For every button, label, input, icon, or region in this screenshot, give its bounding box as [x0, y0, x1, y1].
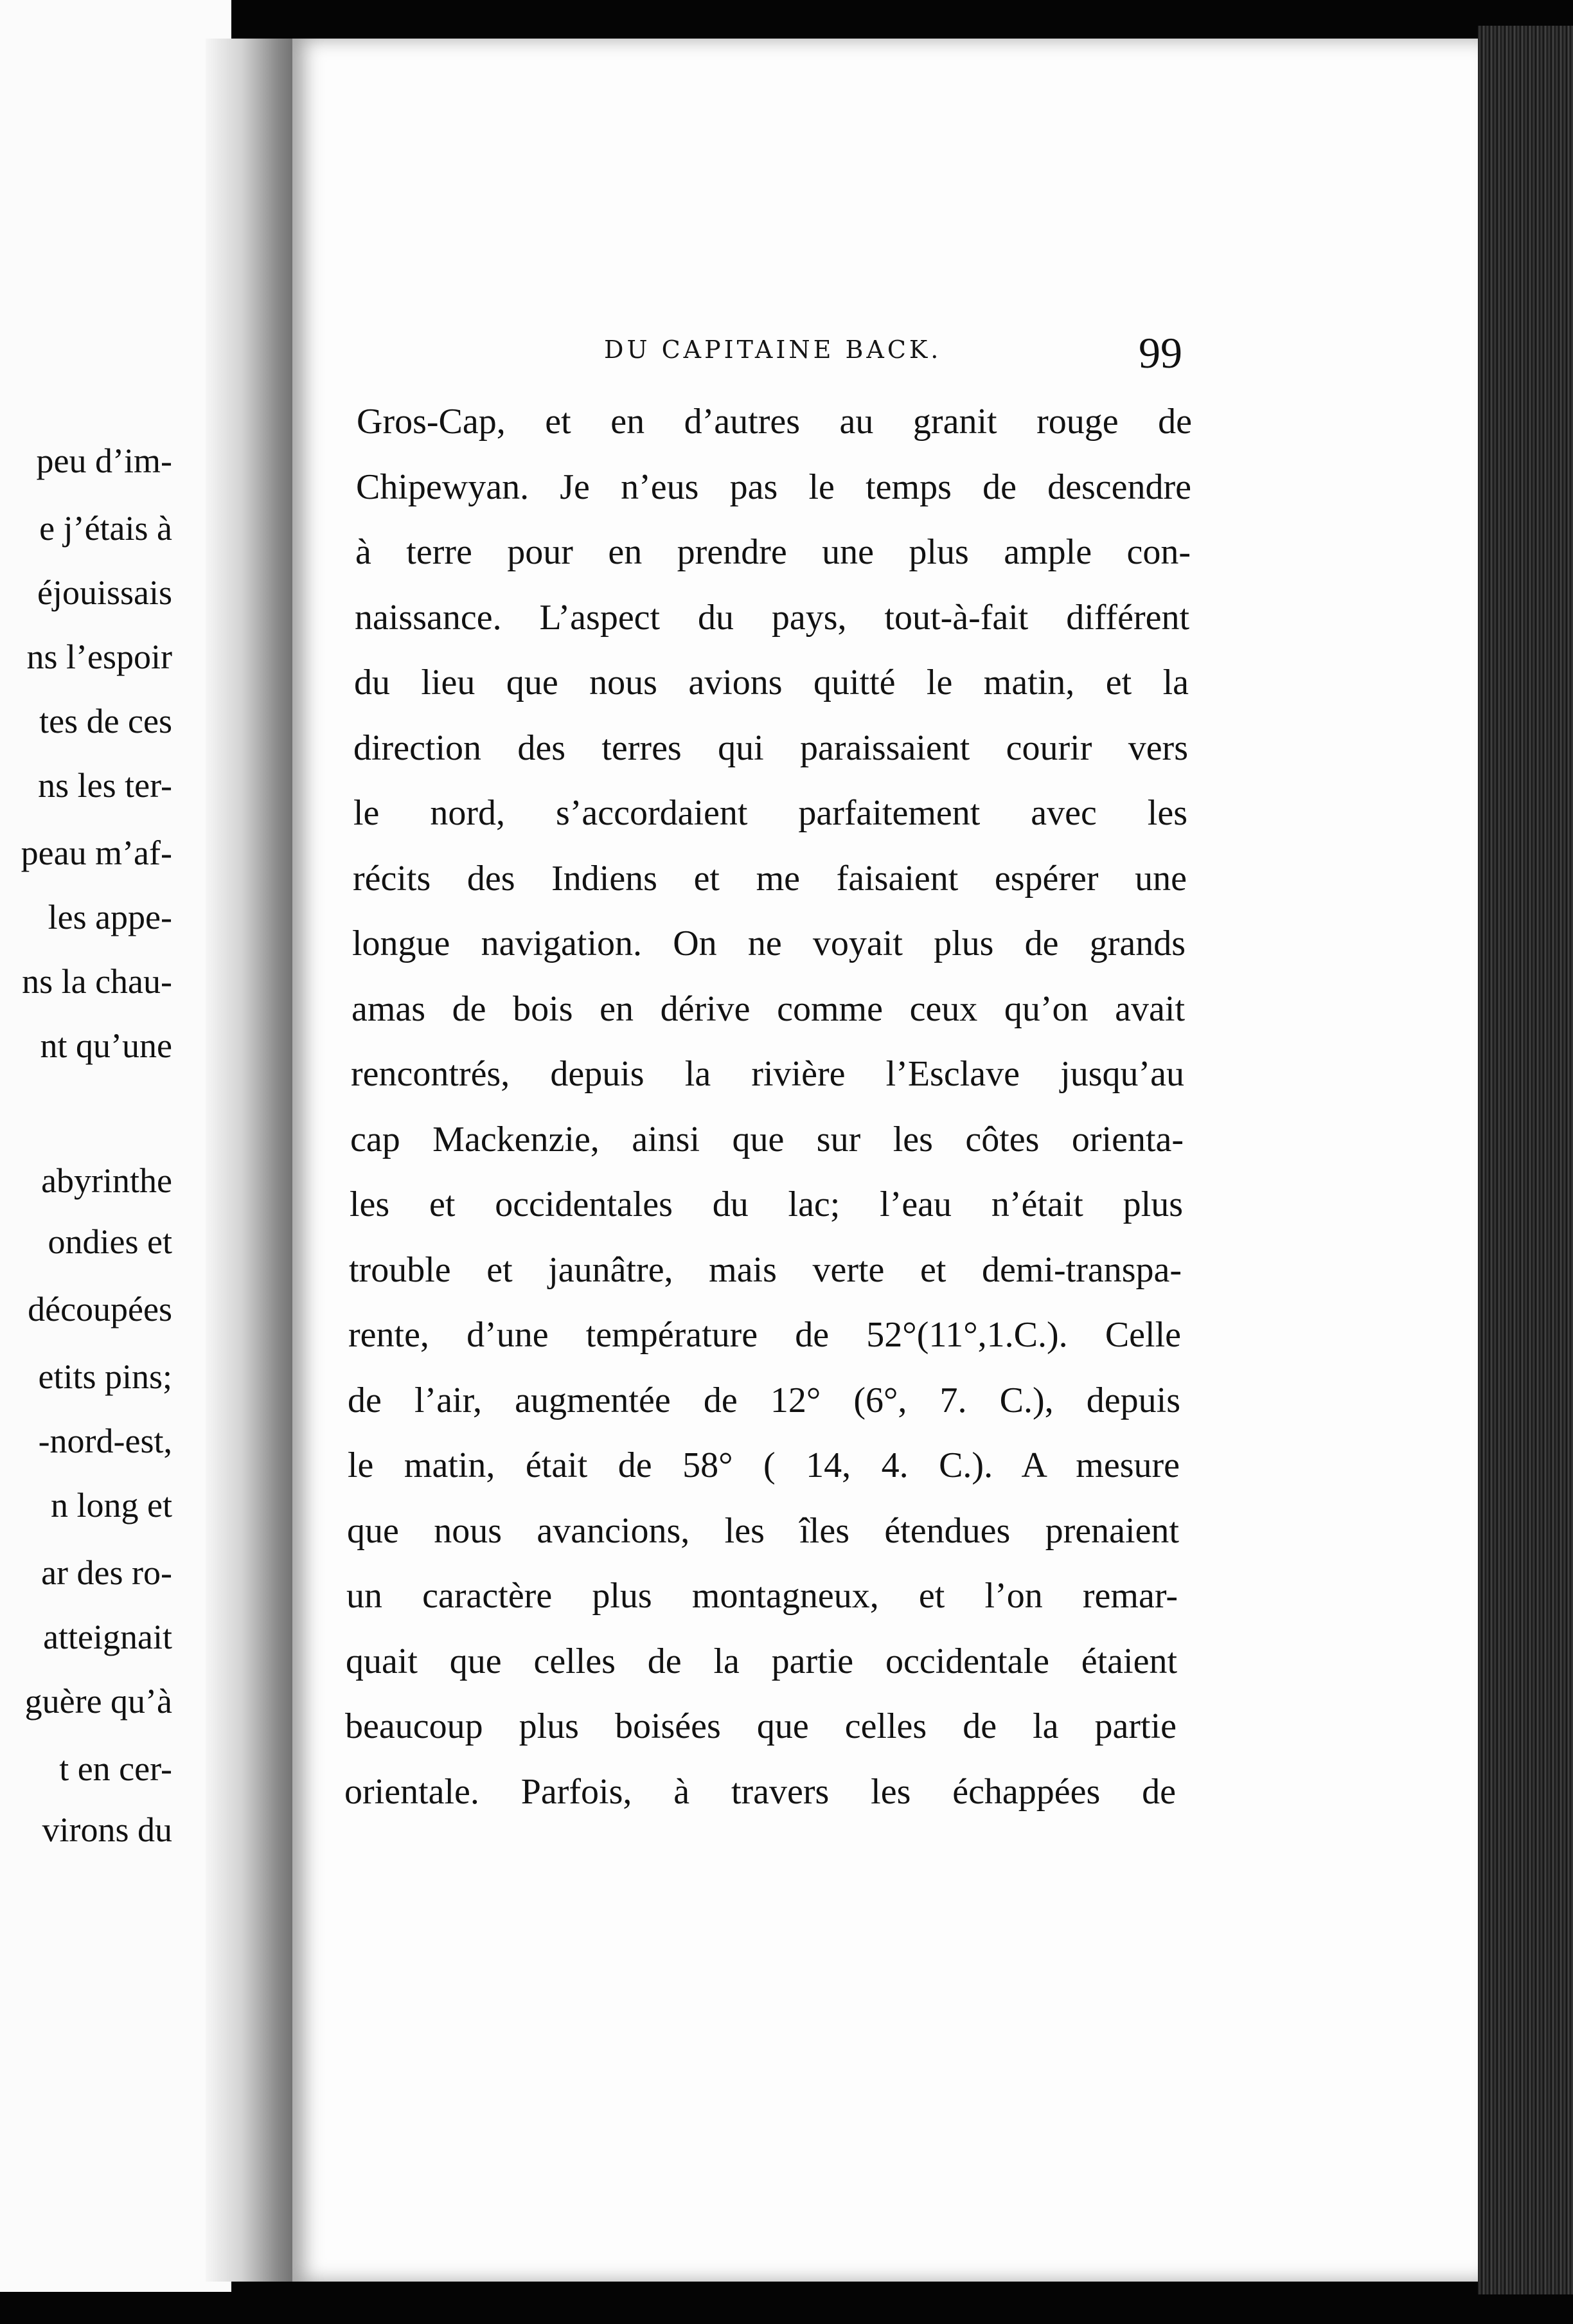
body-line: longue navigation. On ne voyait plus de grands — [352, 924, 1186, 963]
left-page-line: etits pins; — [38, 1357, 172, 1396]
body-line: direction des terres qui paraissaient courir vers — [353, 728, 1188, 768]
left-page-line: -nord-est, — [38, 1422, 172, 1460]
body-line: rencontrés, depuis la rivière l’Esclave jusqu’au — [351, 1054, 1184, 1094]
page-edges — [1478, 26, 1573, 2294]
page-number: 99 — [1139, 328, 1182, 377]
body-line: un caractère plus montagneux, et l’on remar- — [346, 1576, 1178, 1616]
left-page-line: t en cer- — [59, 1749, 172, 1788]
left-page-line: ns la chau- — [22, 962, 172, 1001]
body-line: Gros-Cap, et en d’autres au granit rouge de — [357, 402, 1192, 442]
body-line: les et occidentales du lac; l’eau n’était plus — [350, 1184, 1183, 1224]
left-page — [0, 0, 231, 2292]
left-page-line: découpées — [28, 1290, 172, 1328]
body-line: le matin, était de 58° ( 14, 4. C.). A mesure — [348, 1445, 1180, 1485]
left-page-line: peu d’im- — [36, 442, 172, 480]
left-page-line: nt qu’une — [40, 1026, 172, 1065]
body-line: le nord, s’accordaient parfaitement avec les — [353, 793, 1187, 833]
left-page-line: ar des ro- — [41, 1553, 172, 1592]
running-head: DU CAPITAINE BACK. — [604, 335, 942, 364]
body-line: de l’air, augmentée de 12° (6°, 7. C.), depuis — [348, 1381, 1180, 1420]
body-line: quait que celles de la partie occidentale étaient — [346, 1641, 1177, 1681]
left-page-line: tes de ces — [39, 702, 172, 740]
left-page-line: virons du — [42, 1810, 172, 1849]
left-page-line: n long et — [51, 1486, 172, 1524]
body-line: orientale. Parfois, à travers les échappées de — [344, 1772, 1176, 1812]
body-line: Chipewyan. Je n’eus pas le temps de descendre — [356, 467, 1191, 507]
right-page — [292, 39, 1481, 2282]
body-line: rente, d’une température de 52°(11°,1.C.). Celle — [348, 1315, 1181, 1355]
left-page-line: ns l’espoir — [26, 638, 172, 676]
left-page-line: éjouissais — [37, 573, 172, 612]
left-page-line: ondies et — [48, 1222, 172, 1261]
body-line: cap Mackenzie, ainsi que sur les côtes orienta- — [350, 1120, 1184, 1159]
body-line: à terre pour en prendre une plus ample con- — [355, 532, 1191, 572]
body-line: beaucoup plus boisées que celles de la partie — [345, 1706, 1177, 1746]
left-page-line: atteignait — [43, 1618, 172, 1656]
left-page-line: e j’étais à — [39, 509, 172, 548]
body-line: du lieu que nous avions quitté le matin, et la — [354, 663, 1189, 702]
body-line: que nous avancions, les îles étendues prenaient — [347, 1511, 1179, 1551]
body-line: naissance. L’aspect du pays, tout-à-fait différent — [355, 598, 1189, 638]
left-page-line: abyrinthe — [41, 1161, 172, 1200]
left-page-line: ns les ter- — [38, 766, 172, 805]
body-line: amas de bois en dérive comme ceux qu’on avait — [351, 989, 1185, 1029]
left-page-line: peau m’af- — [21, 834, 172, 872]
left-page-line: guère qu’à — [24, 1682, 172, 1721]
body-line: récits des Indiens et me faisaient espérer une — [353, 859, 1187, 898]
body-line: trouble et jaunâtre, mais verte et demi-transpa- — [349, 1250, 1182, 1290]
left-page-line: les appe- — [48, 898, 172, 936]
